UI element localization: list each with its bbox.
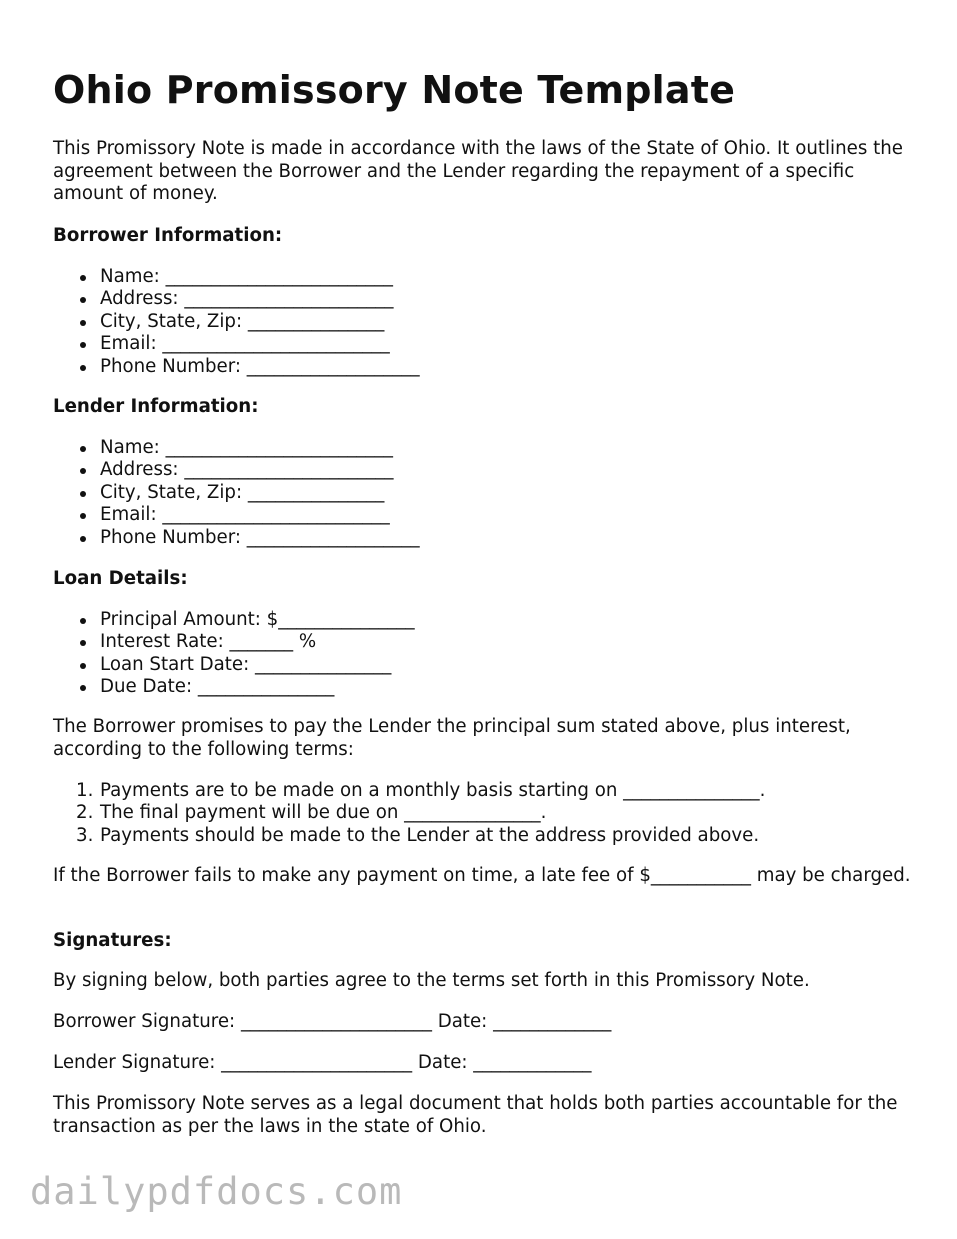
term-number: 1. [76,780,94,801]
borrower-email-field: Email: _________________________ [53,333,913,355]
closing-paragraph: This Promissory Note serves as a legal document that holds both parties accountable for the transaction as per the laws in the state of Ohio. [53,1093,898,1137]
borrower-signature-line: Borrower Signature: _____________________ Date: _____________ [53,1011,612,1032]
borrower-phone-field: Phone Number: ___________________ [53,356,913,378]
loan-details-heading: Loan Details: [53,568,188,589]
interest-rate-field: Interest Rate: _______ % [53,631,913,653]
principal-amount-field: Principal Amount: $_______________ [53,609,913,631]
payment-term-item [53,825,913,847]
signature-statement: By signing below, both parties agree to the terms set forth in this Promissory Note. [53,970,810,991]
term-text: Payments should be made to the Lender at the address provided above. [100,824,760,846]
signatures-heading: Signatures: [53,930,172,951]
watermark-logo: dailypdfdocs.com [30,1170,403,1213]
payment-terms-list [53,780,913,847]
lender-field-list [53,437,913,549]
lender-address-field: Address: _______________________ [53,459,913,481]
term-text: The final payment will be due on _______________. [100,802,547,824]
borrower-city-state-zip-field: City, State, Zip: _______________ [53,311,913,333]
term-number: 2. [76,802,94,824]
lender-email-field: Email: _________________________ [53,504,913,526]
borrower-field-list [53,266,913,378]
promise-paragraph: The Borrower promises to pay the Lender the principal sum stated above, plus interest, according to the following terms: [53,716,851,760]
lender-name-field: Name: _________________________ [53,437,913,459]
loan-field-list [53,609,913,699]
lender-city-state-zip-field: City, State, Zip: _______________ [53,482,913,504]
lender-signature-line: Lender Signature: _____________________ Date: _____________ [53,1052,592,1073]
borrower-name-field: Name: _________________________ [53,266,913,288]
term-text: Payments are to be made on a monthly basis starting on _______________. [100,780,766,801]
intro-paragraph: This Promissory Note is made in accordance with the laws of the State of Ohio. It outlines the agreement between the Borrower and the Lender regarding the repayment of a specific amount of money. [53,138,903,204]
term-number: 3. [76,824,94,846]
page-title: Ohio Promissory Note Template [53,68,736,112]
due-date-field: Due Date: _______________ [53,676,913,698]
payment-term-item [53,802,913,824]
payment-term-item [53,780,913,802]
borrower-address-field: Address: _______________________ [53,288,913,310]
loan-start-date-field: Loan Start Date: _______________ [53,654,913,676]
borrower-heading: Borrower Information: [53,225,283,246]
lender-phone-field: Phone Number: ___________________ [53,527,913,549]
lender-heading: Lender Information: [53,396,259,417]
late-fee-paragraph: If the Borrower fails to make any payment on time, a late fee of $___________ may be charged. [53,865,911,886]
